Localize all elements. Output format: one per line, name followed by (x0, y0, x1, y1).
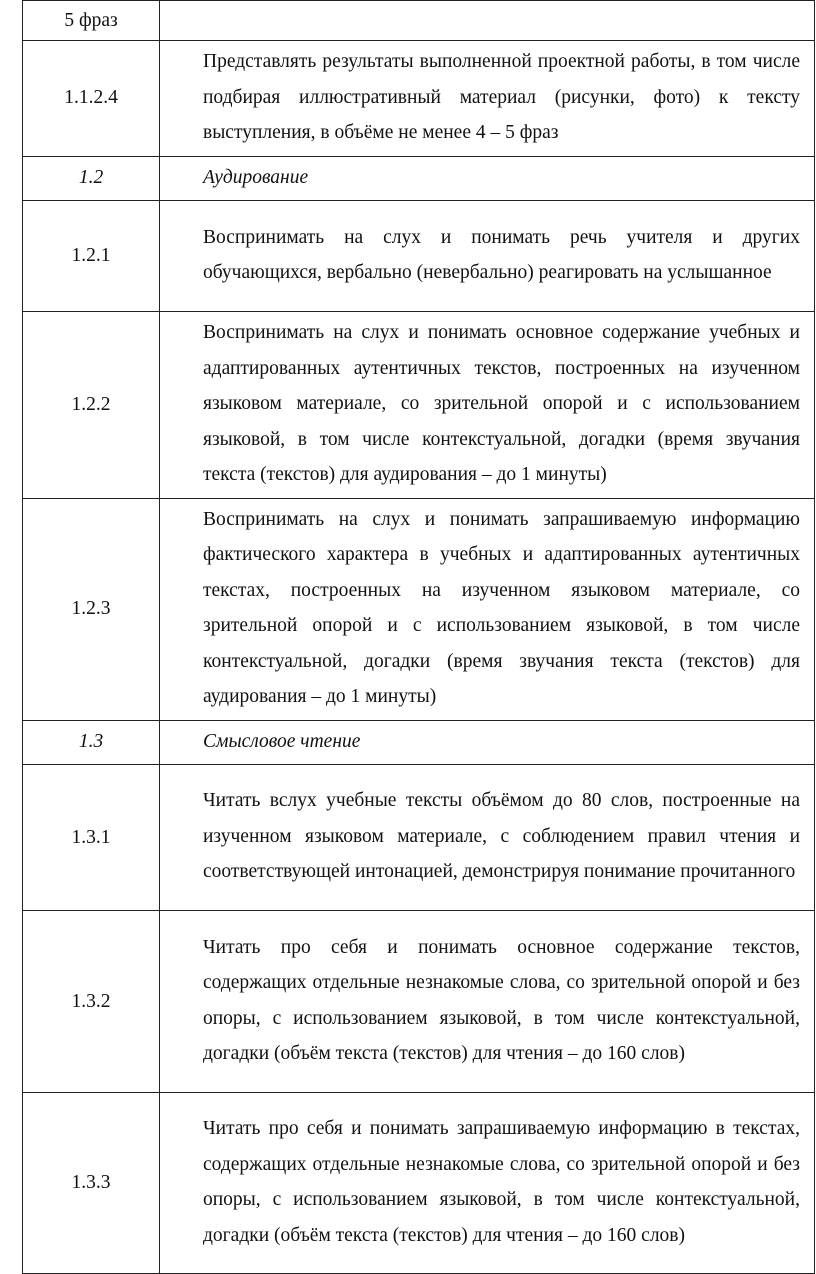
table-row (23, 1093, 815, 1274)
row-text (160, 1, 815, 41)
row-code: 1.3.3 (23, 1093, 160, 1274)
section-title: Смысловое чтение (160, 720, 815, 765)
section-row (23, 720, 815, 765)
table-row (23, 1, 815, 41)
row-code: 1.1.2.4 (23, 41, 160, 157)
table-row (23, 312, 815, 499)
table-row (23, 41, 815, 157)
table-row (23, 201, 815, 312)
row-code: 1.3.2 (23, 911, 160, 1093)
row-text: Читать вслух учебные тексты объёмом до 80 слов, построенные на изученном языковом материале, с соблюдением правил чтения и соответствующей интонацией, демонстрируя понимание прочитанного (160, 765, 815, 911)
requirements-table (22, 0, 815, 1274)
section-title: Аудирование (160, 156, 815, 201)
section-code: 1.2 (23, 156, 160, 201)
row-text: Воспринимать на слух и понимать запрашиваемую информацию фактического характера в учебных и адаптированных аутентичных текстах, построенных на изученном языковом материале, со зрительной опорой и с использованием языковой, в том числе контекстуальной, догадки (время звучания текста (текстов) для аудирования – до 1 минуты) (160, 498, 815, 720)
row-code: 1.2.2 (23, 312, 160, 499)
table-row (23, 911, 815, 1093)
row-text: Читать про себя и понимать запрашиваемую информацию в текстах, содержащих отдельные незнакомые слова, со зрительной опорой и без опоры, с использованием языковой, в том числе контекстуальной, догадки (объём текста (текстов) для чтения – до 160 слов) (160, 1093, 815, 1274)
section-row (23, 156, 815, 201)
row-text: Воспринимать на слух и понимать речь учителя и других обучающихся, вербально (невербально) реагировать на услышанное (160, 201, 815, 312)
table-row (23, 765, 815, 911)
row-code: 1.2.1 (23, 201, 160, 312)
row-text: Воспринимать на слух и понимать основное содержание учебных и адаптированных аутентичных текстов, построенных на изученном языковом материале, со зрительной опорой и с использованием языковой, в том числе контекстуальной, догадки (время звучания текста (текстов) для аудирования – до 1 минуты) (160, 312, 815, 499)
row-code: 1.3.1 (23, 765, 160, 911)
row-text: Читать про себя и понимать основное содержание текстов, содержащих отдельные незнакомые слова, со зрительной опорой и без опоры, с использованием языковой, в том числе контекстуальной, догадки (объём текста (текстов) для чтения – до 160 слов) (160, 911, 815, 1093)
section-code: 1.3 (23, 720, 160, 765)
row-text: Представлять результаты выполненной проектной работы, в том числе подбирая иллюстративный материал (рисунки, фото) к тексту выступления, в объёме не менее 4 – 5 фраз (160, 41, 815, 157)
row-code: 5 фраз (23, 1, 160, 41)
row-code: 1.2.3 (23, 498, 160, 720)
table-row (23, 498, 815, 720)
